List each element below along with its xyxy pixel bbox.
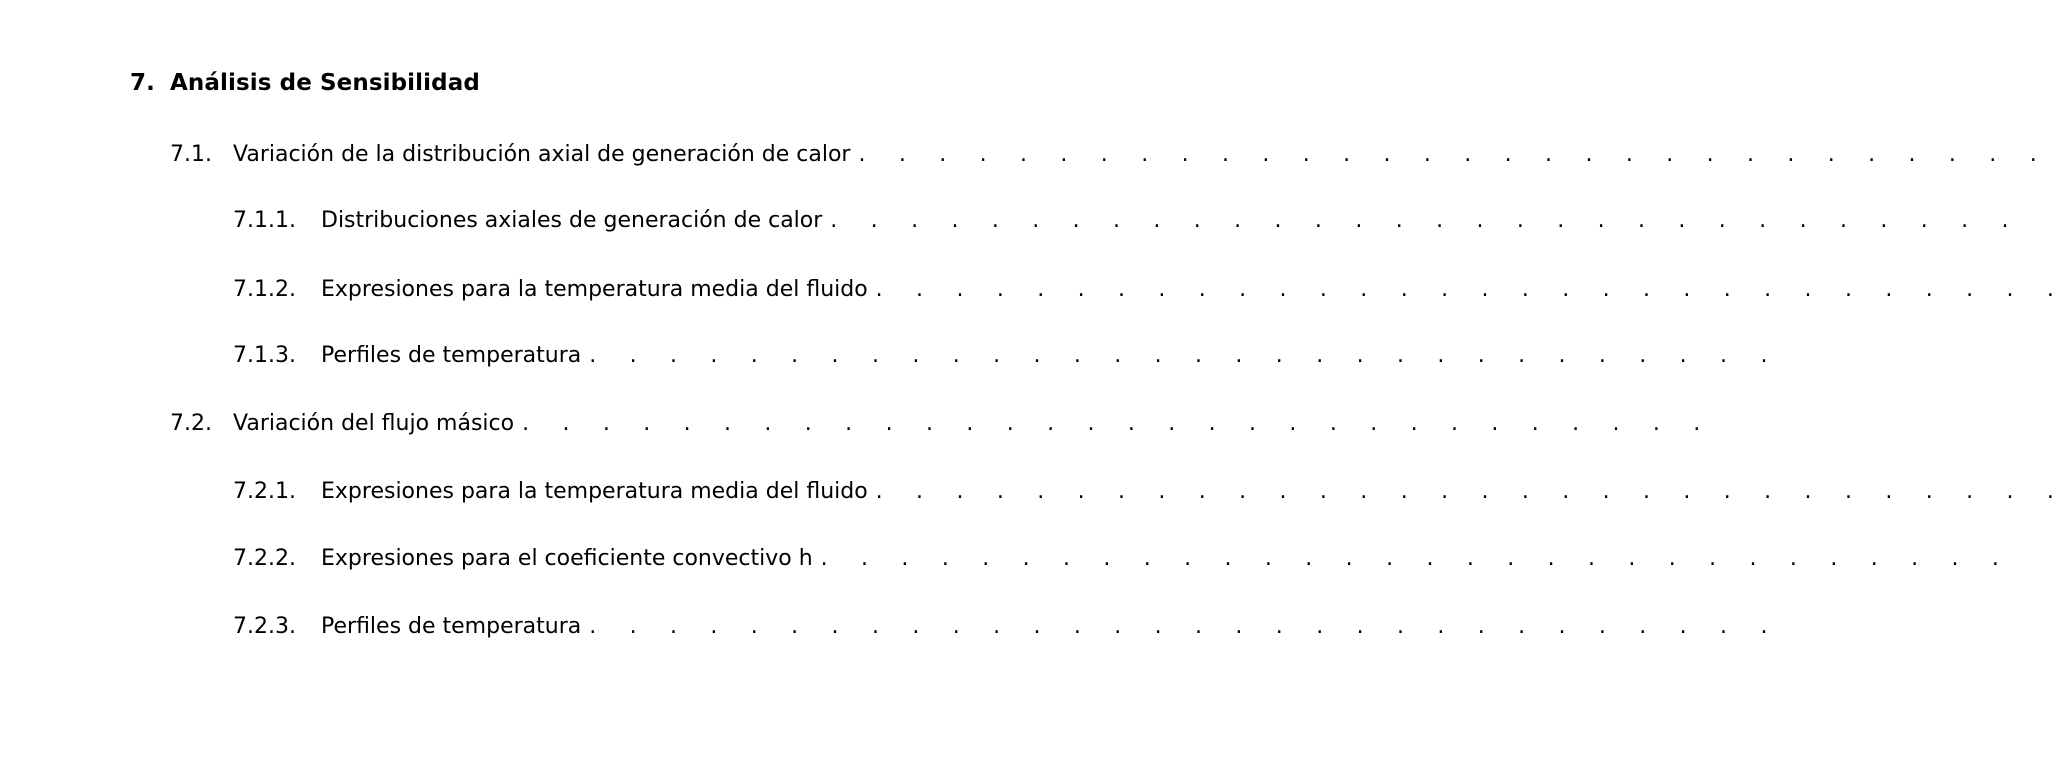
entry-title: Expresiones para el coeficiente convectivo h (321, 546, 813, 571)
dot-leader: . . . . . . . . . . . . . . . . . . . . . . . . . . . . . . (858, 142, 2050, 167)
toc-entry-7-2-3[interactable] (233, 611, 1781, 643)
entry-number: 7.1. (170, 142, 212, 167)
entry-title: Expresiones para la temperatura media del fluido (321, 479, 868, 504)
toc-entry-7-1-1[interactable] (233, 205, 2022, 237)
dot-leader: . . . . . . . . . . . . . . . . . . . . . . . . . . . . . . (522, 411, 1714, 436)
entry-number: 7.2.3. (233, 614, 296, 639)
toc-entry-7-1-3[interactable] (233, 340, 1781, 372)
dot-leader: . . . . . . . . . . . . . . . . . . . . . . . . . . . . . . (589, 343, 1781, 368)
entry-title: Expresiones para la temperatura media del fluido (321, 277, 868, 302)
entry-number: 7.1.2. (233, 277, 296, 302)
dot-leader: . . . . . . . . . . . . . . . . . . . . . . . . . . . . . . (589, 614, 1781, 639)
entry-title: Variación del flujo másico (233, 411, 515, 436)
entry-number: 7.2.1. (233, 479, 296, 504)
chapter-heading[interactable] (130, 70, 480, 96)
entry-title: Perfiles de temperatura (321, 614, 582, 639)
dot-leader: . . . . . . . . . . . . . . . . . . . . . . . . . . . . . . (875, 479, 2067, 504)
toc-entry-7-2-2[interactable] (233, 543, 2013, 575)
toc-entry-7-2[interactable] (170, 408, 1714, 440)
entry-number: 7.2. (170, 411, 212, 436)
entry-number: 7.1.1. (233, 208, 296, 233)
dot-leader: . . . . . . . . . . . . . . . . . . . . . . . . . . . . . . (830, 208, 2022, 233)
toc-entry-7-1-2[interactable] (233, 274, 2067, 306)
chapter-number: 7. (130, 70, 155, 96)
entry-title: Distribuciones axiales de generación de calor (321, 208, 823, 233)
entry-number: 7.2.2. (233, 546, 296, 571)
chapter-title: Análisis de Sensibilidad (170, 70, 480, 96)
entry-number: 7.1.3. (233, 343, 296, 368)
dot-leader: . . . . . . . . . . . . . . . . . . . . . . . . . . . . . . (820, 546, 2013, 571)
toc-entry-7-1[interactable] (170, 139, 2050, 171)
toc-entry-7-2-1[interactable] (233, 476, 2067, 508)
entry-title: Variación de la distribución axial de generación de calor (233, 142, 851, 167)
dot-leader: . . . . . . . . . . . . . . . . . . . . . . . . . . . . . . (875, 277, 2067, 302)
entry-title: Perfiles de temperatura (321, 343, 582, 368)
